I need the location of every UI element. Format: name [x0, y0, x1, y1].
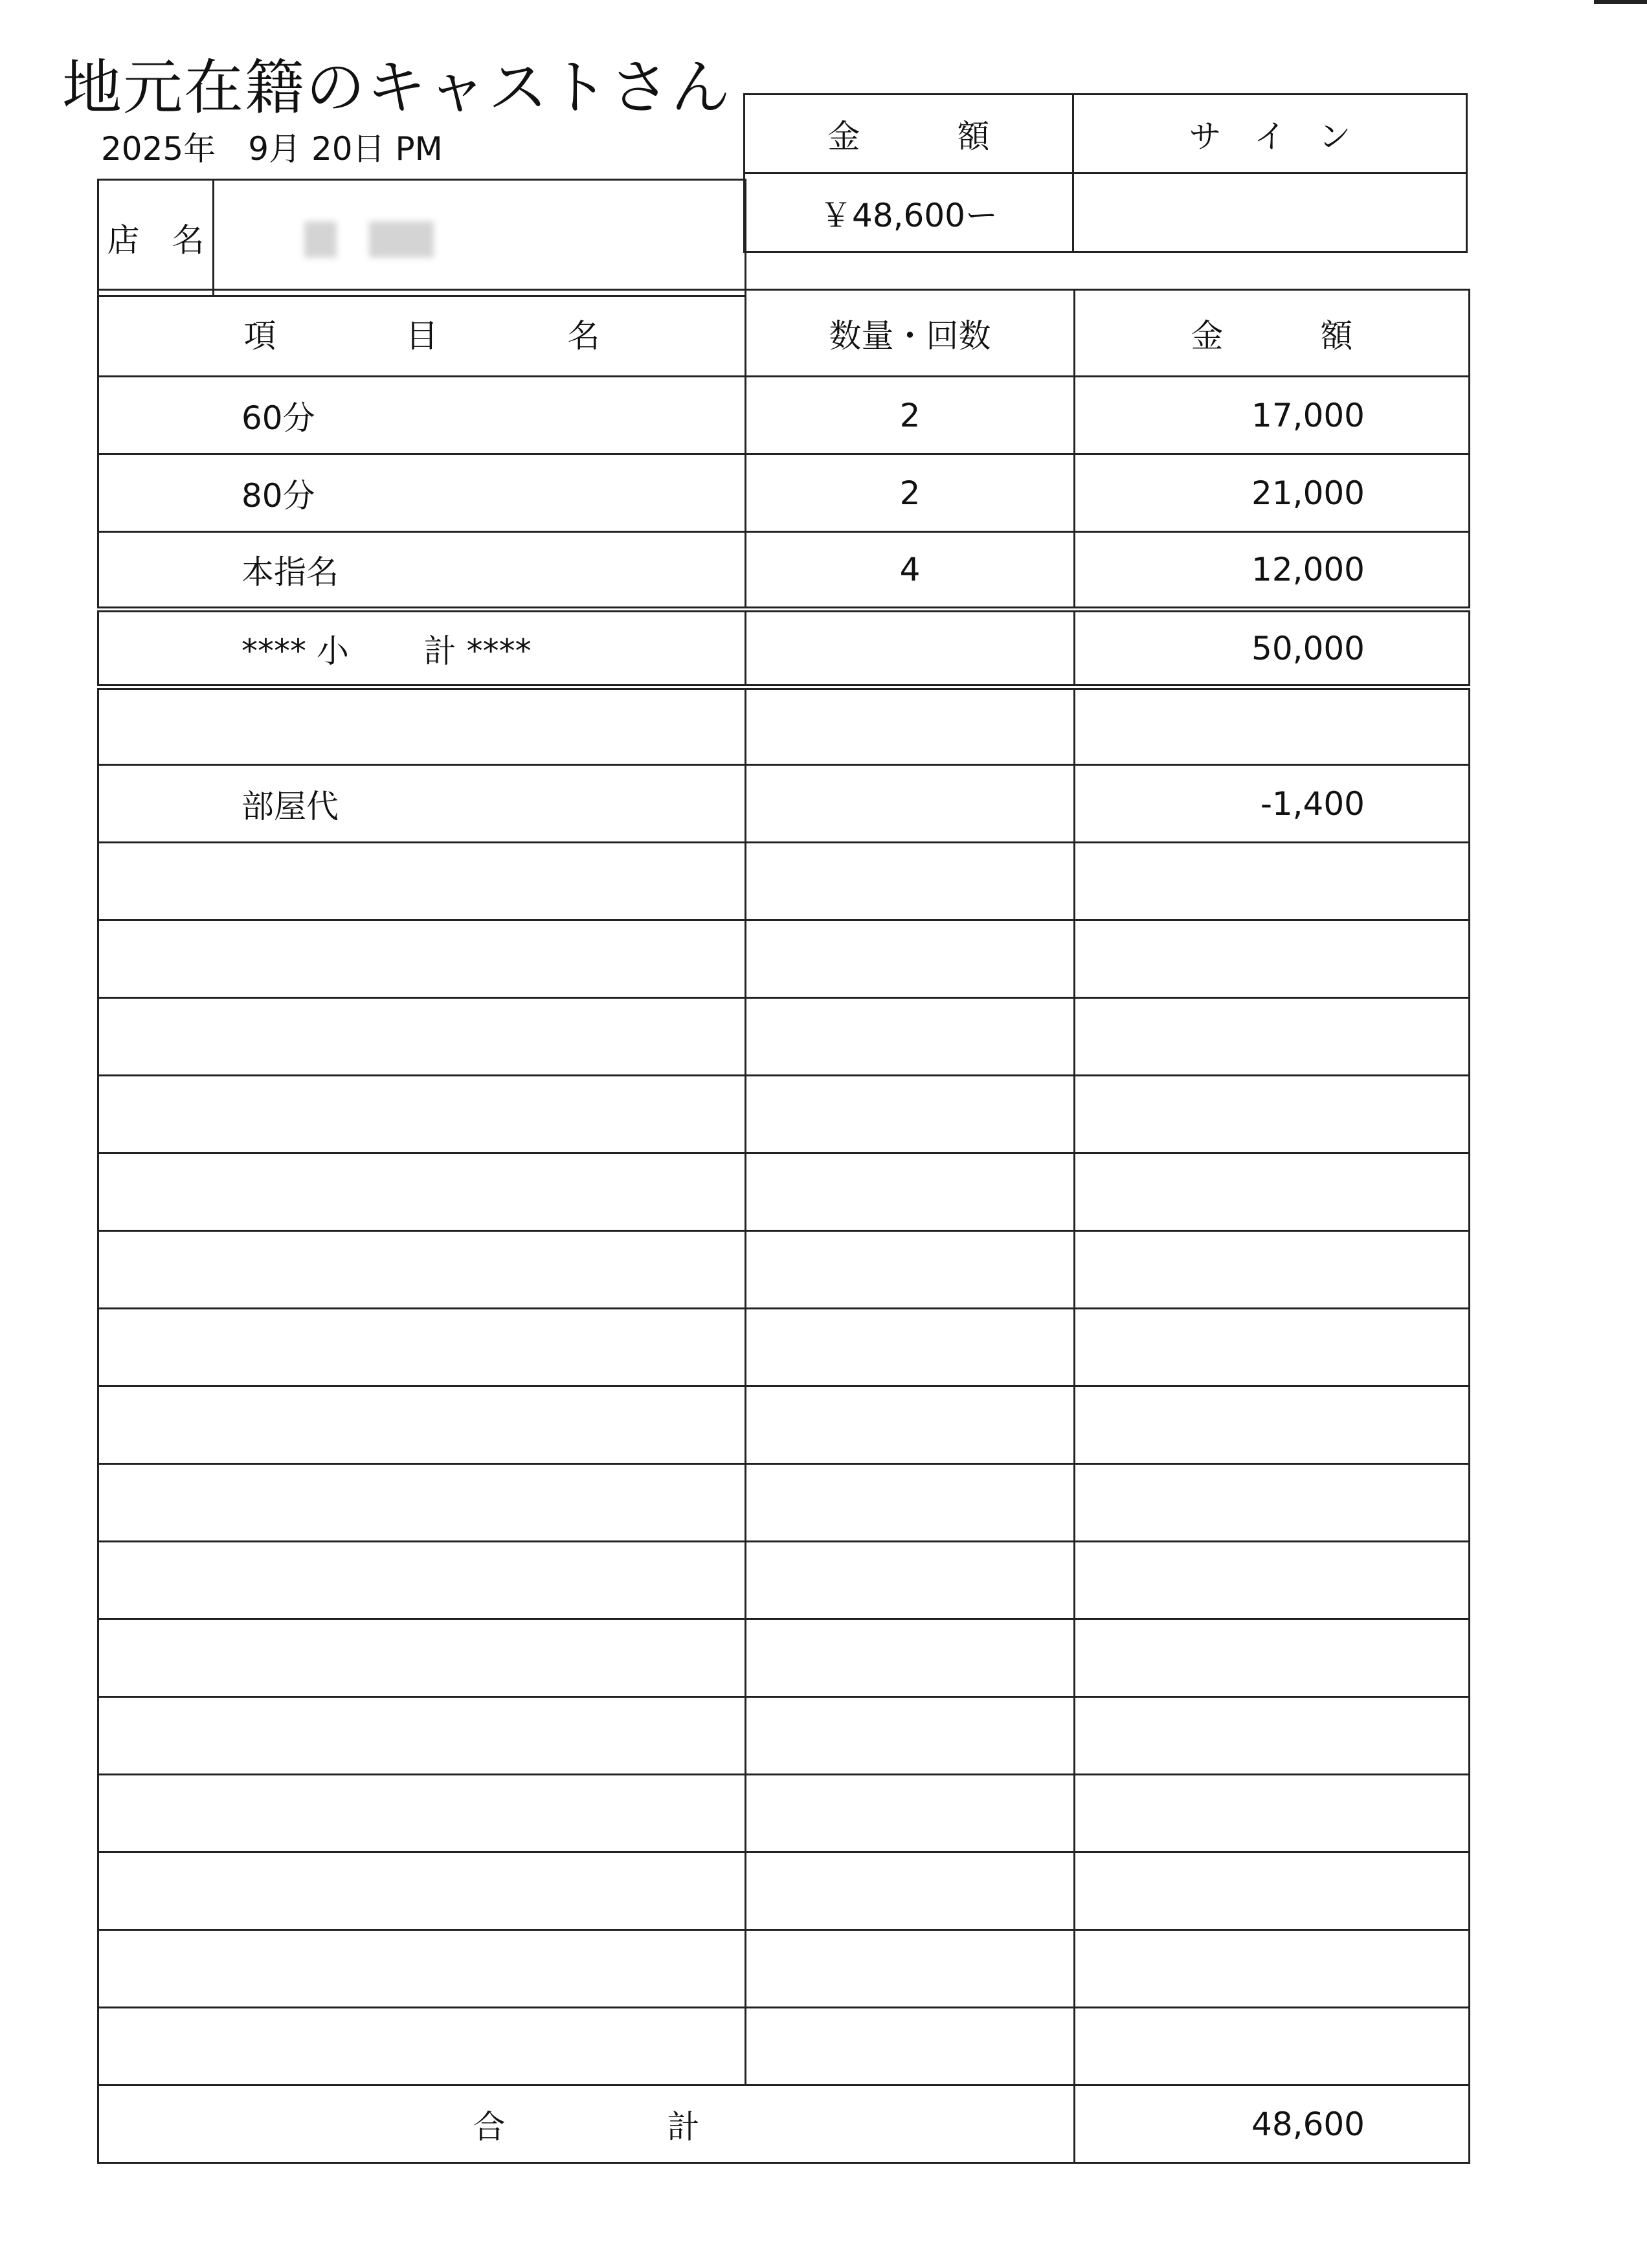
- total-label: 合 計: [98, 2085, 1075, 2163]
- shop-name-redacted: [214, 180, 746, 296]
- qty-cell: [746, 610, 1075, 687]
- qty-cell: [746, 1231, 1075, 1309]
- qty-cell: [746, 1619, 1075, 1697]
- shop-label: 店 名: [98, 180, 214, 296]
- item-cell: [98, 1386, 746, 1464]
- amount-cell: [1075, 1619, 1470, 1697]
- item-cell: **** 小 計 ****: [98, 610, 746, 687]
- table-row: [98, 610, 1470, 687]
- item-cell: [98, 1231, 746, 1309]
- item-cell: [98, 843, 746, 920]
- qty-cell: [746, 1386, 1075, 1464]
- table-row: [98, 1542, 1470, 1619]
- qty-cell: [746, 1775, 1075, 1852]
- table-row: [98, 687, 1470, 765]
- amount-cell: [1075, 1153, 1470, 1231]
- shop-table: [97, 179, 746, 297]
- amount-cell: [1075, 998, 1470, 1076]
- amount-cell: [1075, 1076, 1470, 1153]
- qty-cell: [746, 687, 1075, 765]
- amount-cell: [1075, 687, 1470, 765]
- table-row: [98, 2008, 1470, 2085]
- table-row: [98, 454, 1470, 532]
- amount-cell: [1075, 1386, 1470, 1464]
- table-row: [98, 1852, 1470, 1930]
- item-cell: 本指名: [98, 532, 746, 610]
- qty-cell: [746, 998, 1075, 1076]
- qty-cell: [746, 1930, 1075, 2008]
- item-cell: [98, 1619, 746, 1697]
- amount-cell: 12,000: [1075, 532, 1470, 610]
- table-row: [98, 1775, 1470, 1852]
- amount-cell: [1075, 1775, 1470, 1852]
- table-row: [98, 1309, 1470, 1386]
- amount-cell: [1075, 920, 1470, 998]
- qty-cell: [746, 843, 1075, 920]
- qty-cell: [746, 1076, 1075, 1153]
- qty-cell: [746, 1697, 1075, 1775]
- table-row: [98, 1076, 1470, 1153]
- amount-cell: [1075, 1930, 1470, 2008]
- item-cell: [98, 1309, 746, 1386]
- item-cell: [98, 920, 746, 998]
- item-cell: [98, 1697, 746, 1775]
- table-row: [98, 765, 1470, 843]
- header-item: 項 目 名: [98, 290, 746, 377]
- table-row: [98, 377, 1470, 454]
- amount-cell: [1075, 1231, 1470, 1309]
- amount-cell: -1,400: [1075, 765, 1470, 843]
- qty-cell: [746, 765, 1075, 843]
- item-cell: 80分: [98, 454, 746, 532]
- qty-cell: 4: [746, 532, 1075, 610]
- sign-value: [1073, 173, 1467, 252]
- item-cell: [98, 1775, 746, 1852]
- item-cell: [98, 1930, 746, 2008]
- amount-cell: 50,000: [1075, 610, 1470, 687]
- qty-cell: [746, 1852, 1075, 1930]
- amount-cell: [1075, 1464, 1470, 1542]
- item-cell: [98, 1076, 746, 1153]
- header-amount: 金 額: [1075, 290, 1470, 377]
- table-row: [98, 1231, 1470, 1309]
- amount-cell: 17,000: [1075, 377, 1470, 454]
- amount-label: 金 額: [745, 94, 1073, 173]
- item-cell: 60分: [98, 377, 746, 454]
- corner-mark: [1594, 0, 1647, 4]
- table-row: [98, 998, 1470, 1076]
- qty-cell: [746, 1542, 1075, 1619]
- qty-cell: [746, 1464, 1075, 1542]
- summary-table: [743, 93, 1468, 253]
- table-row: [98, 843, 1470, 920]
- qty-cell: 2: [746, 454, 1075, 532]
- item-cell: [98, 1464, 746, 1542]
- amount-cell: [1075, 1852, 1470, 1930]
- amount-cell: [1075, 1697, 1470, 1775]
- header-qty: 数量・回数: [746, 290, 1075, 377]
- amount-cell: [1075, 843, 1470, 920]
- items-table: [97, 289, 1470, 2164]
- item-cell: 部屋代: [98, 765, 746, 843]
- item-cell: [98, 1852, 746, 1930]
- sign-label: サ イ ン: [1073, 94, 1467, 173]
- table-row: [98, 1386, 1470, 1464]
- item-cell: [98, 1542, 746, 1619]
- table-row: [98, 1697, 1470, 1775]
- issue-date: 2025年 9月 20日 PM: [101, 130, 443, 168]
- qty-cell: 2: [746, 377, 1075, 454]
- item-cell: [98, 1153, 746, 1231]
- qty-cell: [746, 1153, 1075, 1231]
- table-row: [98, 1619, 1470, 1697]
- amount-value: ￥48,600ー: [745, 173, 1073, 252]
- item-cell: [98, 998, 746, 1076]
- table-row: [98, 1930, 1470, 2008]
- table-row: [98, 920, 1470, 998]
- table-row: [98, 532, 1470, 610]
- table-row: [98, 1464, 1470, 1542]
- amount-cell: [1075, 2008, 1470, 2085]
- table-row: [98, 1153, 1470, 1231]
- amount-cell: [1075, 1309, 1470, 1386]
- total-value: 48,600: [1075, 2085, 1470, 2163]
- item-cell: [98, 2008, 746, 2085]
- qty-cell: [746, 2008, 1075, 2085]
- item-cell: [98, 687, 746, 765]
- amount-cell: 21,000: [1075, 454, 1470, 532]
- qty-cell: [746, 920, 1075, 998]
- document-title: 地元在籍のキャストさん: [62, 53, 732, 122]
- qty-cell: [746, 1309, 1075, 1386]
- amount-cell: [1075, 1542, 1470, 1619]
